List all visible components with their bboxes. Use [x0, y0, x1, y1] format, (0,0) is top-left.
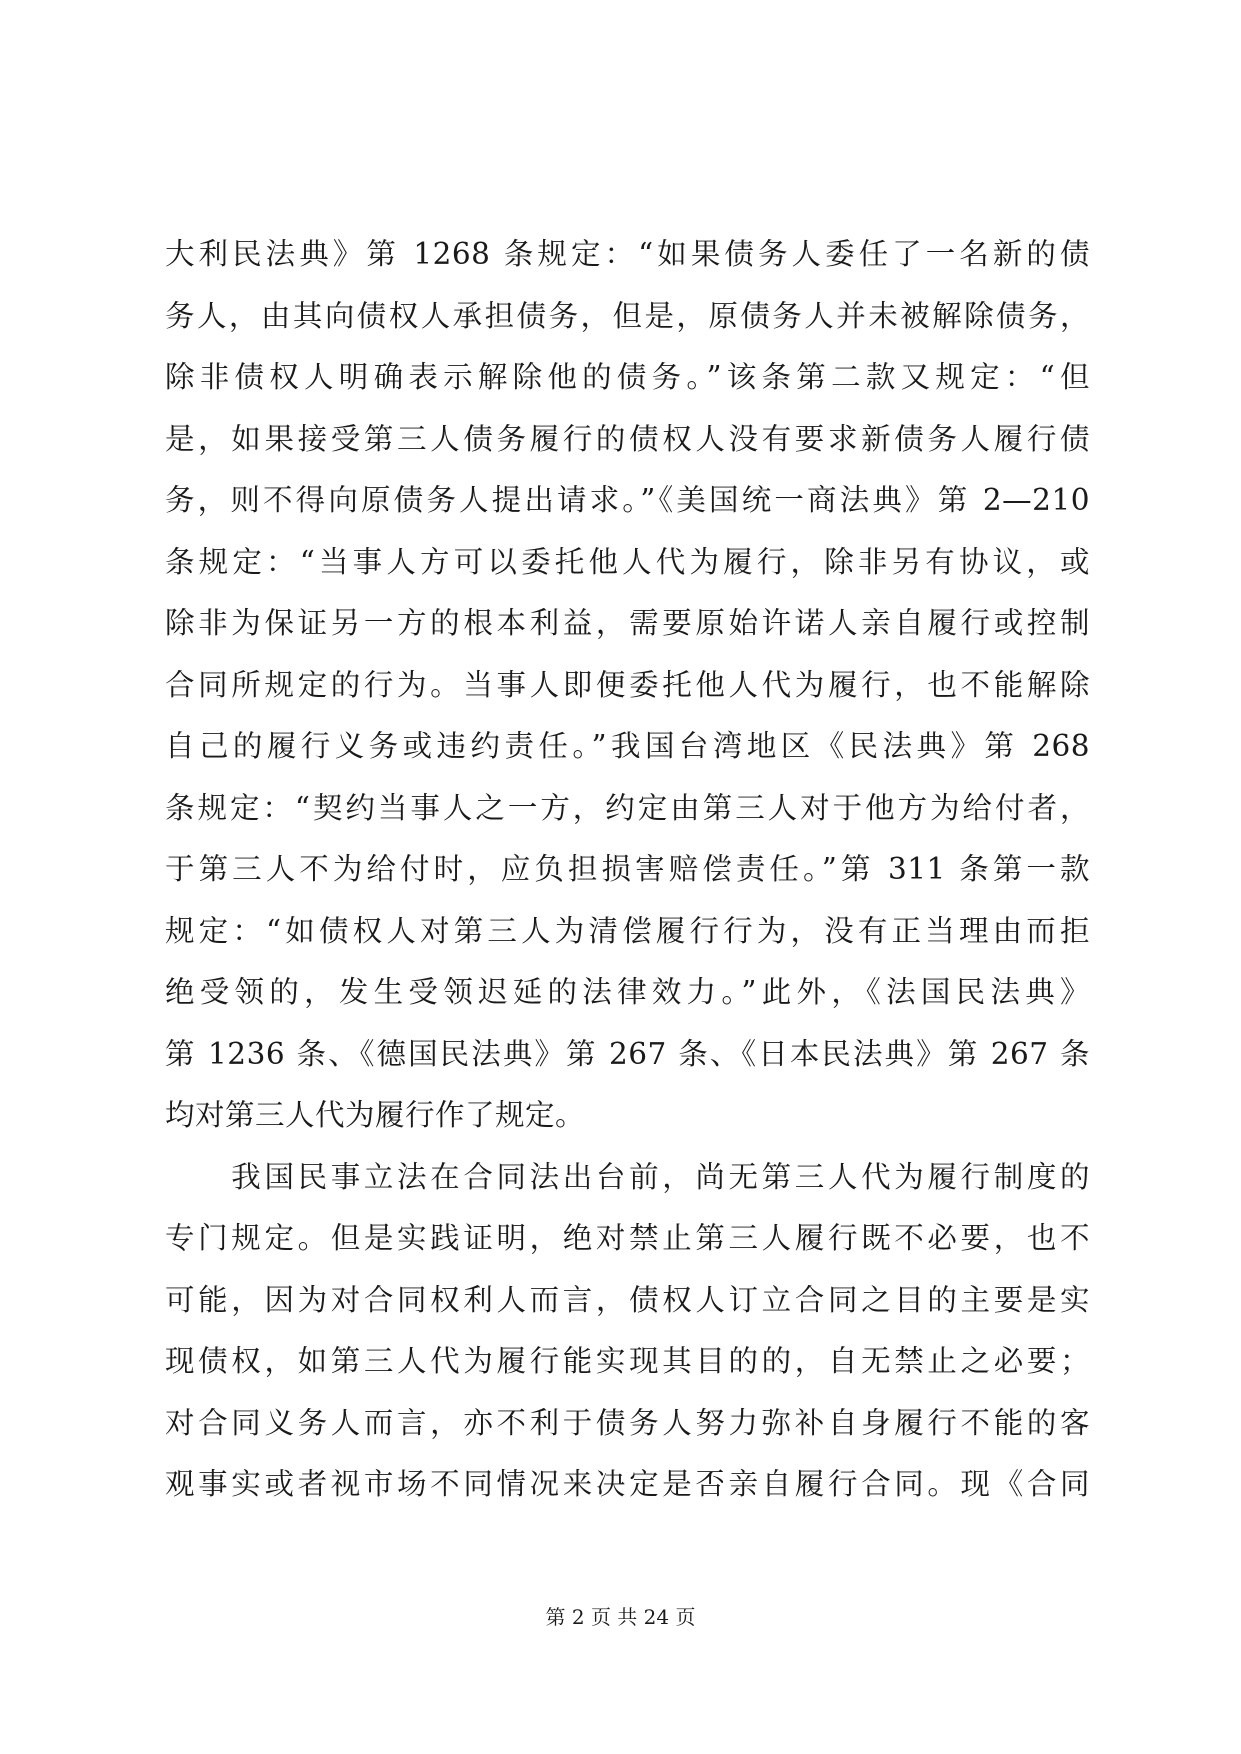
text-line: 除非为保证另一方的根本利益，需要原始许诺人亲自履行或控制 — [165, 606, 1090, 640]
text-line: 观事实或者视市场不同情况来决定是否亲自履行合同。现《合同 — [165, 1467, 1090, 1501]
body-text — [165, 224, 1090, 1516]
text-line: 现债权，如第三人代为履行能实现其目的的，自无禁止之必要； — [165, 1344, 1090, 1378]
text-line: 除非债权人明确表示解除他的债务。”该条第二款又规定：“但 — [165, 360, 1090, 394]
text-line: 合同所规定的行为。当事人即便委托他人代为履行，也不能解除 — [165, 667, 1090, 702]
text-line: 大利民法典》第 1268 条规定：“如果债务人委任了一名新的债 — [165, 237, 1090, 271]
text-line: 自己的履行义务或违约责任。”我国台湾地区《民法典》第 268 — [165, 729, 1090, 763]
text-line: 我国民事立法在合同法出台前，尚无第三人代为履行制度的 — [165, 1159, 1090, 1194]
page-number-footer: 第 2 页 共 24 页 — [545, 1605, 696, 1629]
text-line: 第 1236 条、《德国民法典》第 267 条、《日本民法典》第 267 条 — [165, 1036, 1090, 1071]
text-line: 务，则不得向原债务人提出请求。”《美国统一商法典》第 2—210 — [165, 483, 1090, 517]
text-line: 是，如果接受第三人债务履行的债权人没有要求新债务人履行债 — [165, 421, 1090, 456]
text-line: 务人，由其向债权人承担债务，但是，原债务人并未被解除债务， — [165, 298, 1090, 333]
text-line: 对合同义务人而言，亦不利于债务人努力弥补自身履行不能的客 — [165, 1405, 1090, 1440]
text-line: 条规定：“契约当事人之一方，约定由第三人对于他方为给付者， — [165, 790, 1090, 825]
text-line: 条规定：“当事人方可以委托他人代为履行，除非另有协议，或 — [165, 544, 1090, 579]
text-line: 绝受领的，发生受领迟延的法律效力。”此外，《法国民法典》 — [165, 975, 1090, 1009]
text-line: 可能，因为对合同权利人而言，债权人订立合同之目的主要是实 — [165, 1282, 1090, 1317]
text-line: 专门规定。但是实践证明，绝对禁止第三人履行既不必要，也不 — [165, 1221, 1090, 1255]
text-line: 均对第三人代为履行作了规定。 — [165, 1098, 586, 1132]
text-line: 规定：“如债权人对第三人为清偿履行行为，没有正当理由而拒 — [165, 913, 1090, 948]
text-line: 于第三人不为给付时，应负担损害赔偿责任。”第 311 条第一款 — [165, 852, 1090, 886]
